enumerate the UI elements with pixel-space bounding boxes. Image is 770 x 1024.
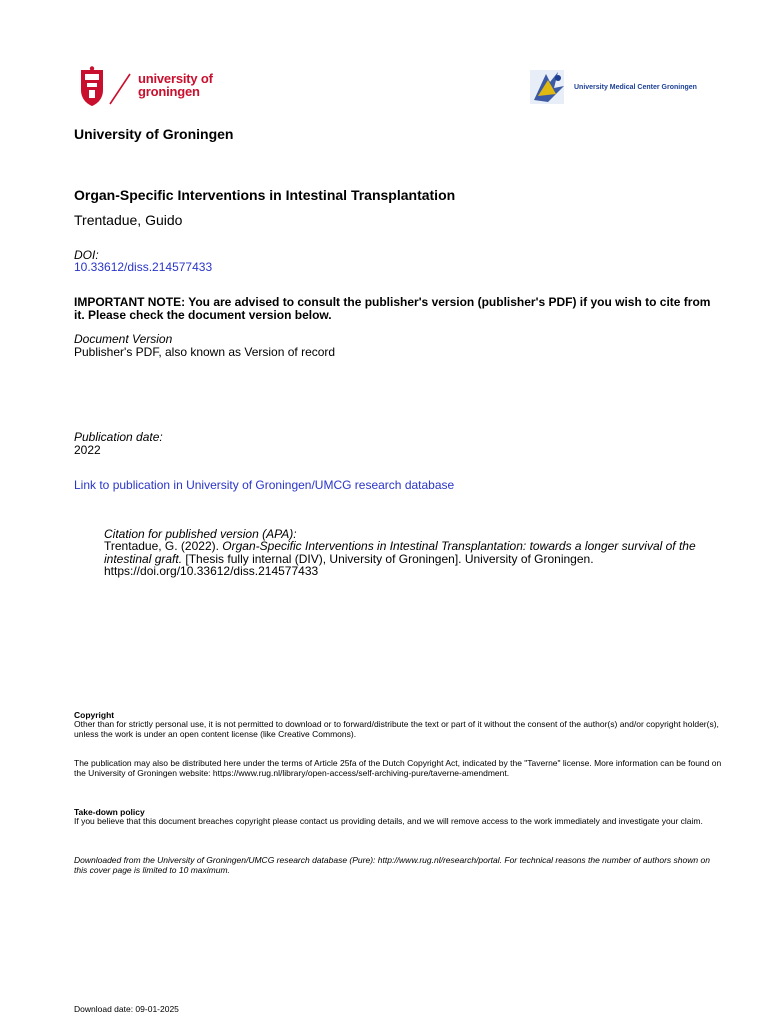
author: Trentadue, Guido [74,212,183,228]
publication-date: 2022 [74,443,101,457]
copyright-heading: Copyright [74,710,115,720]
publication-date-label: Publication date: [74,430,163,444]
umcg-emblem-icon [528,66,572,110]
copyright-paragraph-2: The publication may also be distributed here under the terms of Article 25fa of the Dutch Copyright Act, indicated by the "Taverne" license. More information can be found on the University of Groningen website: https://www.rug.nl/library/open-access/self-archiving-pure/taverne-amendment. [74,758,722,778]
umcg-wordmark: University Medical Center Groningen [574,84,697,91]
takedown-heading: Take-down policy [74,807,145,817]
citation-prefix: Trentadue, G. (2022). [104,539,223,553]
citation-text [104,540,719,578]
database-link[interactable]: Link to publication in University of Groningen/UMCG research database [74,478,455,492]
umcg-logo [528,66,698,112]
takedown-paragraph: If you believe that this document breaches copyright please contact us providing details, and we will remove access to the work immediately and investigate your claim. [74,816,703,826]
rug-wordmark: university of groningen [138,71,213,99]
rug-logo [78,66,228,112]
university-heading: University of Groningen [74,126,234,142]
download-note: Downloaded from the University of Groningen/UMCG research database (Pure): http://www.rug.nl/research/portal. For technical reasons the number of authors shown on this cover page is limited to 10 maximum. [74,855,710,875]
citation-title: Organ-Specific Interventions in Intestinal Transplantation: towards a longer survival of the intestinal graft. [104,539,696,566]
publication-title: Organ-Specific Interventions in Intestinal Transplantation [74,187,456,203]
citation-label: Citation for published version (APA): [104,527,297,541]
citation-suffix: [Thesis fully internal (DIV), University of Groningen]. University of Groningen. https://doi.org/10.33612/diss.214577433 [104,551,594,578]
document-version-label: Document Version [74,332,173,346]
doi-link[interactable]: 10.33612/diss.214577433 [74,260,213,274]
important-note: IMPORTANT NOTE: You are advised to consult the publisher's version (publisher's PDF) if you wish to cite from it. Please check the document version below. [74,295,711,322]
copyright-paragraph-1: Other than for strictly personal use, it is not permitted to download or to forward/distribute the text or part of it without the consent of the author(s) and/or copyright holder(s), unless the work is under an open content license (like Creative Commons). [74,719,719,739]
doi-label: DOI: [74,248,99,262]
document-version: Publisher's PDF, also known as Version of record [74,345,336,359]
rug-crest-icon [78,66,134,112]
download-date: Download date: 09-01-2025 [74,1004,179,1014]
